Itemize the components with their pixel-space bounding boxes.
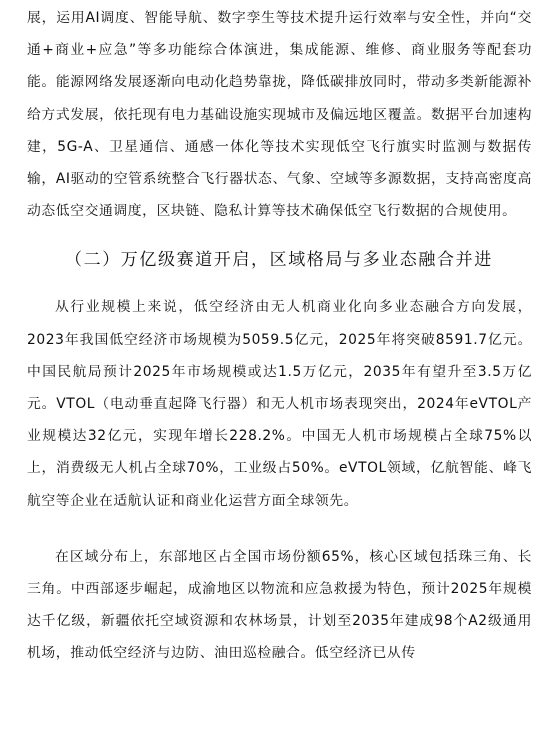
body-paragraph-continuation: 展，运用AI调度、智能导航、数字孪生等技术提升运行效率与安全性，并向“交通+商业+应急”等多功能综合体演进，集成能源、维修、商业服务等配套功能。能源网络发展逐渐向电动化趋势靠拢，降低碳排放同时，带动多类新能源补给方式发展，依托现有电力基础设施实现城市及偏远地区覆盖。数据平台加速构建，5G-A、卫星通信、通感一体化等技术实现低空飞行旗实时监测与数据传输，AI驱动的空管系统整合飞行器状态、气象、空域等多源数据，支持高密度高动态低空交通调度，区块链、隐私计算等技术确保低空飞行数据的合规使用。 [27, 10, 532, 220]
body-paragraph-regional-distribution: 在区域分布上，东部地区占全国市场份额65%，核心区域包括珠三角、长三角。中西部逐步崛起，成渝地区以物流和应急救援为特色，预计2025年规模达千亿级，新疆依托空域资源和农林场景，计划至2035年建成98个A2级通用机场，推动低空经济与边防、油田巡检融合。低空经济已从传 [27, 548, 532, 662]
section-heading: （二）万亿级赛道开启，区域格局与多业态融合并进 [65, 250, 493, 271]
body-paragraph-market-scale: 从行业规模上来说，低空经济由无人机商业化向多业态融合方向发展，2023年我国低空经济市场规模为5059.5亿元，2025年将突破8591.7亿元。中国民航局预计2025年市场规模或达1.5万亿元，2035年有望升至3.5万亿元。VTOL（电动垂直起降飞行器）和无人机市场表现突出，2024年eVTOL产业规模达32亿元，实现年增长228.2%。中国无人机市场规模占全球75%以上，消费级无人机占全球70%，工业级占50%。eVTOL领域，亿航智能、峰飞航空等企业在适航认证和商业化运营方面全球领先。 [27, 299, 532, 509]
